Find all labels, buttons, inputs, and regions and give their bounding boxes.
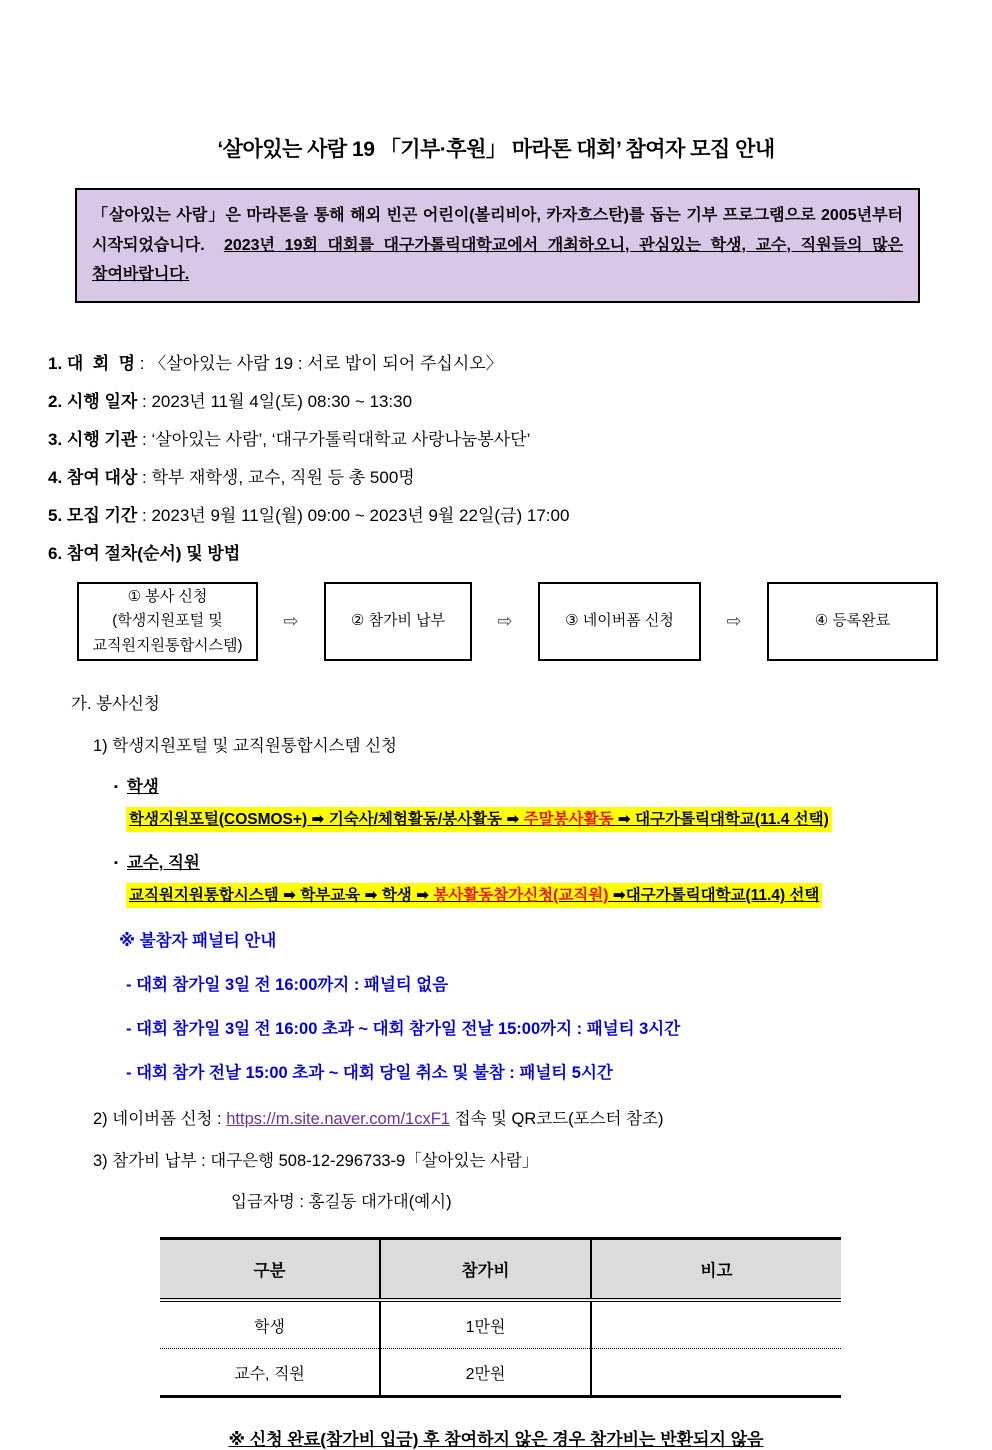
flow-step-complete <box>767 582 938 661</box>
naver-form-link[interactable]: https://m.site.naver.com/1cxF1 <box>226 1110 450 1129</box>
staff-label: 교수, 직원 <box>126 854 200 873</box>
refund-notice <box>0 1425 992 1450</box>
path-text: ➡대구가톨릭대학교(11.4) 선택 <box>608 887 820 905</box>
right-arrow-icon: ⇨ <box>726 611 742 632</box>
flow-step-naver-form <box>538 582 701 661</box>
square-bullet-icon: ▪ <box>114 857 118 870</box>
fee-table-header-note: 비고 <box>591 1239 841 1301</box>
penalty-rule-3: - 대회 참가 전날 15:00 초과 ~ 대회 당일 취소 및 불참 : 패널티 5시간 <box>126 1064 613 1083</box>
fee-cell-category: 교수, 직원 <box>160 1349 380 1397</box>
staff-bullet-line <box>114 849 992 873</box>
fee-table-header-fee: 참가비 <box>380 1239 591 1301</box>
table-row <box>160 1300 841 1349</box>
info-label: 3. 시행 기관 <box>48 429 138 449</box>
student-bullet-line <box>114 773 992 797</box>
info-label: 2. 시행 일자 <box>48 391 138 411</box>
fee-table <box>160 1237 841 1398</box>
info-item-organizer <box>48 428 992 451</box>
fee-table-header-row <box>160 1239 841 1301</box>
path-text: ➡ 대구가톨릭대학교(11.4 선택) <box>613 810 829 828</box>
flow-diagram <box>77 580 992 664</box>
fee-cell-fee: 1만원 <box>380 1300 591 1349</box>
penalty-rule-2: - 대회 참가일 3일 전 16:00 초과 ~ 대회 참가일 전날 15:00까지 : 패널티 3시간 <box>126 1020 681 1039</box>
path-text: 교직원지원통합시스템 ➡ 학부교육 ➡ 학생 ➡ <box>129 887 434 905</box>
flow-step-label: ③ 네이버폼 신청 <box>565 612 674 630</box>
intro-box <box>75 188 920 303</box>
square-bullet-icon: ▪ <box>114 780 118 793</box>
fee-cell-fee: 2만원 <box>380 1349 591 1397</box>
fee-cell-category: 학생 <box>160 1300 380 1349</box>
section-a-heading: 가. 봉사신청 <box>71 694 160 713</box>
table-row <box>160 1349 841 1397</box>
info-item-event-name <box>48 352 992 375</box>
info-item-participants <box>48 466 992 489</box>
flow-step-label: ④ 등록완료 <box>814 612 891 630</box>
info-list <box>0 352 992 565</box>
right-arrow-icon: ⇨ <box>497 611 513 632</box>
page-title: ‘살아있는 사람 19 「기부·후원」 마라톤 대회’ 참여자 모집 안내 <box>217 138 775 161</box>
info-label: 6. 참여 절차(순서) 및 방법 <box>48 543 241 563</box>
fee-cell-note <box>591 1349 841 1397</box>
info-item-event-date <box>48 390 992 413</box>
info-label: 4. 참여 대상 <box>48 467 138 487</box>
penalty-notice-title: ※ 불참자 패널티 안내 <box>119 932 277 951</box>
info-value: : 〈살아있는 사람 19 : 서로 밥이 되어 주십시오〉 <box>135 353 503 373</box>
flow-step-sublabel: (학생지원포털 및 교직원지원통합시스템) <box>92 612 243 655</box>
fee-cell-note <box>591 1300 841 1349</box>
intro-text: 「살아있는 사람」은 마라톤을 통해 해외 빈곤 어린이(볼리비아, 카자흐스탄)를 돕는 기부 프로그램으로 2005년부터 시작되었습니다. <box>92 207 903 254</box>
student-path-highlight <box>126 807 832 832</box>
flow-step-label: ② 참가비 납부 <box>350 612 446 630</box>
path-text: 학생지원포털(COSMOS+) ➡ 기숙사/체험활동/봉사활동 ➡ <box>129 810 524 828</box>
penalty-rule-1: - 대회 참가일 3일 전 16:00까지 : 패널티 없음 <box>126 976 449 995</box>
substep-fee-payment: 3) 참가비 납부 : 대구은행 508-12-296733-9「살아있는 사람」 <box>93 1152 539 1171</box>
path-text-emphasis: 봉사활동참가신청(교직원) <box>433 887 609 905</box>
naver-form-suffix: 접속 및 QR코드(포스터 참조) <box>449 1110 664 1129</box>
info-item-recruit-period <box>48 504 992 527</box>
info-value: : 2023년 11월 4일(토) 08:30 ~ 13:30 <box>137 391 413 411</box>
info-value: : 학부 재학생, 교수, 직원 등 총 500명 <box>137 467 415 487</box>
student-label: 학생 <box>126 777 159 796</box>
substep-naver-form <box>93 1105 992 1129</box>
substep-portal-apply: 1) 학생지원포털 및 교직원통합시스템 신청 <box>93 736 397 755</box>
right-arrow-icon: ⇨ <box>283 611 299 632</box>
intro-text-underlined: 2023년 19회 대회를 대구가톨릭대학교에서 개최하오니, 관심있는 학생, 교수, 직원들의 많은 참여바랍니다. <box>92 236 903 284</box>
info-label: 1. 대 회 명 <box>48 353 136 373</box>
info-label: 5. 모집 기간 <box>48 505 138 525</box>
fee-table-header-category: 구분 <box>160 1239 380 1301</box>
info-value: : 2023년 9월 11일(월) 09:00 ~ 2023년 9월 22일(금) 17:00 <box>137 505 570 525</box>
depositor-name-line: 입금자명 : 홍길동 대가대(예시) <box>231 1193 452 1212</box>
flow-step-pay-fee <box>324 582 472 661</box>
info-item-procedure-heading <box>48 542 992 565</box>
flow-step-apply <box>77 582 258 661</box>
naver-form-prefix: 2) 네이버폼 신청 : <box>93 1110 227 1129</box>
path-text-emphasis: 주말봉사활동 <box>523 810 614 828</box>
flow-step-label: ① 봉사 신청 <box>127 587 208 605</box>
staff-path-highlight <box>126 883 822 908</box>
refund-notice-text: ※ 신청 완료(참가비 입금) 후 참여하지 않은 경우 참가비는 반환되지 않음 <box>228 1430 764 1450</box>
info-value: : ‘살아있는 사람’, ‘대구가톨릭대학교 사랑나눔봉사단’ <box>137 429 531 449</box>
